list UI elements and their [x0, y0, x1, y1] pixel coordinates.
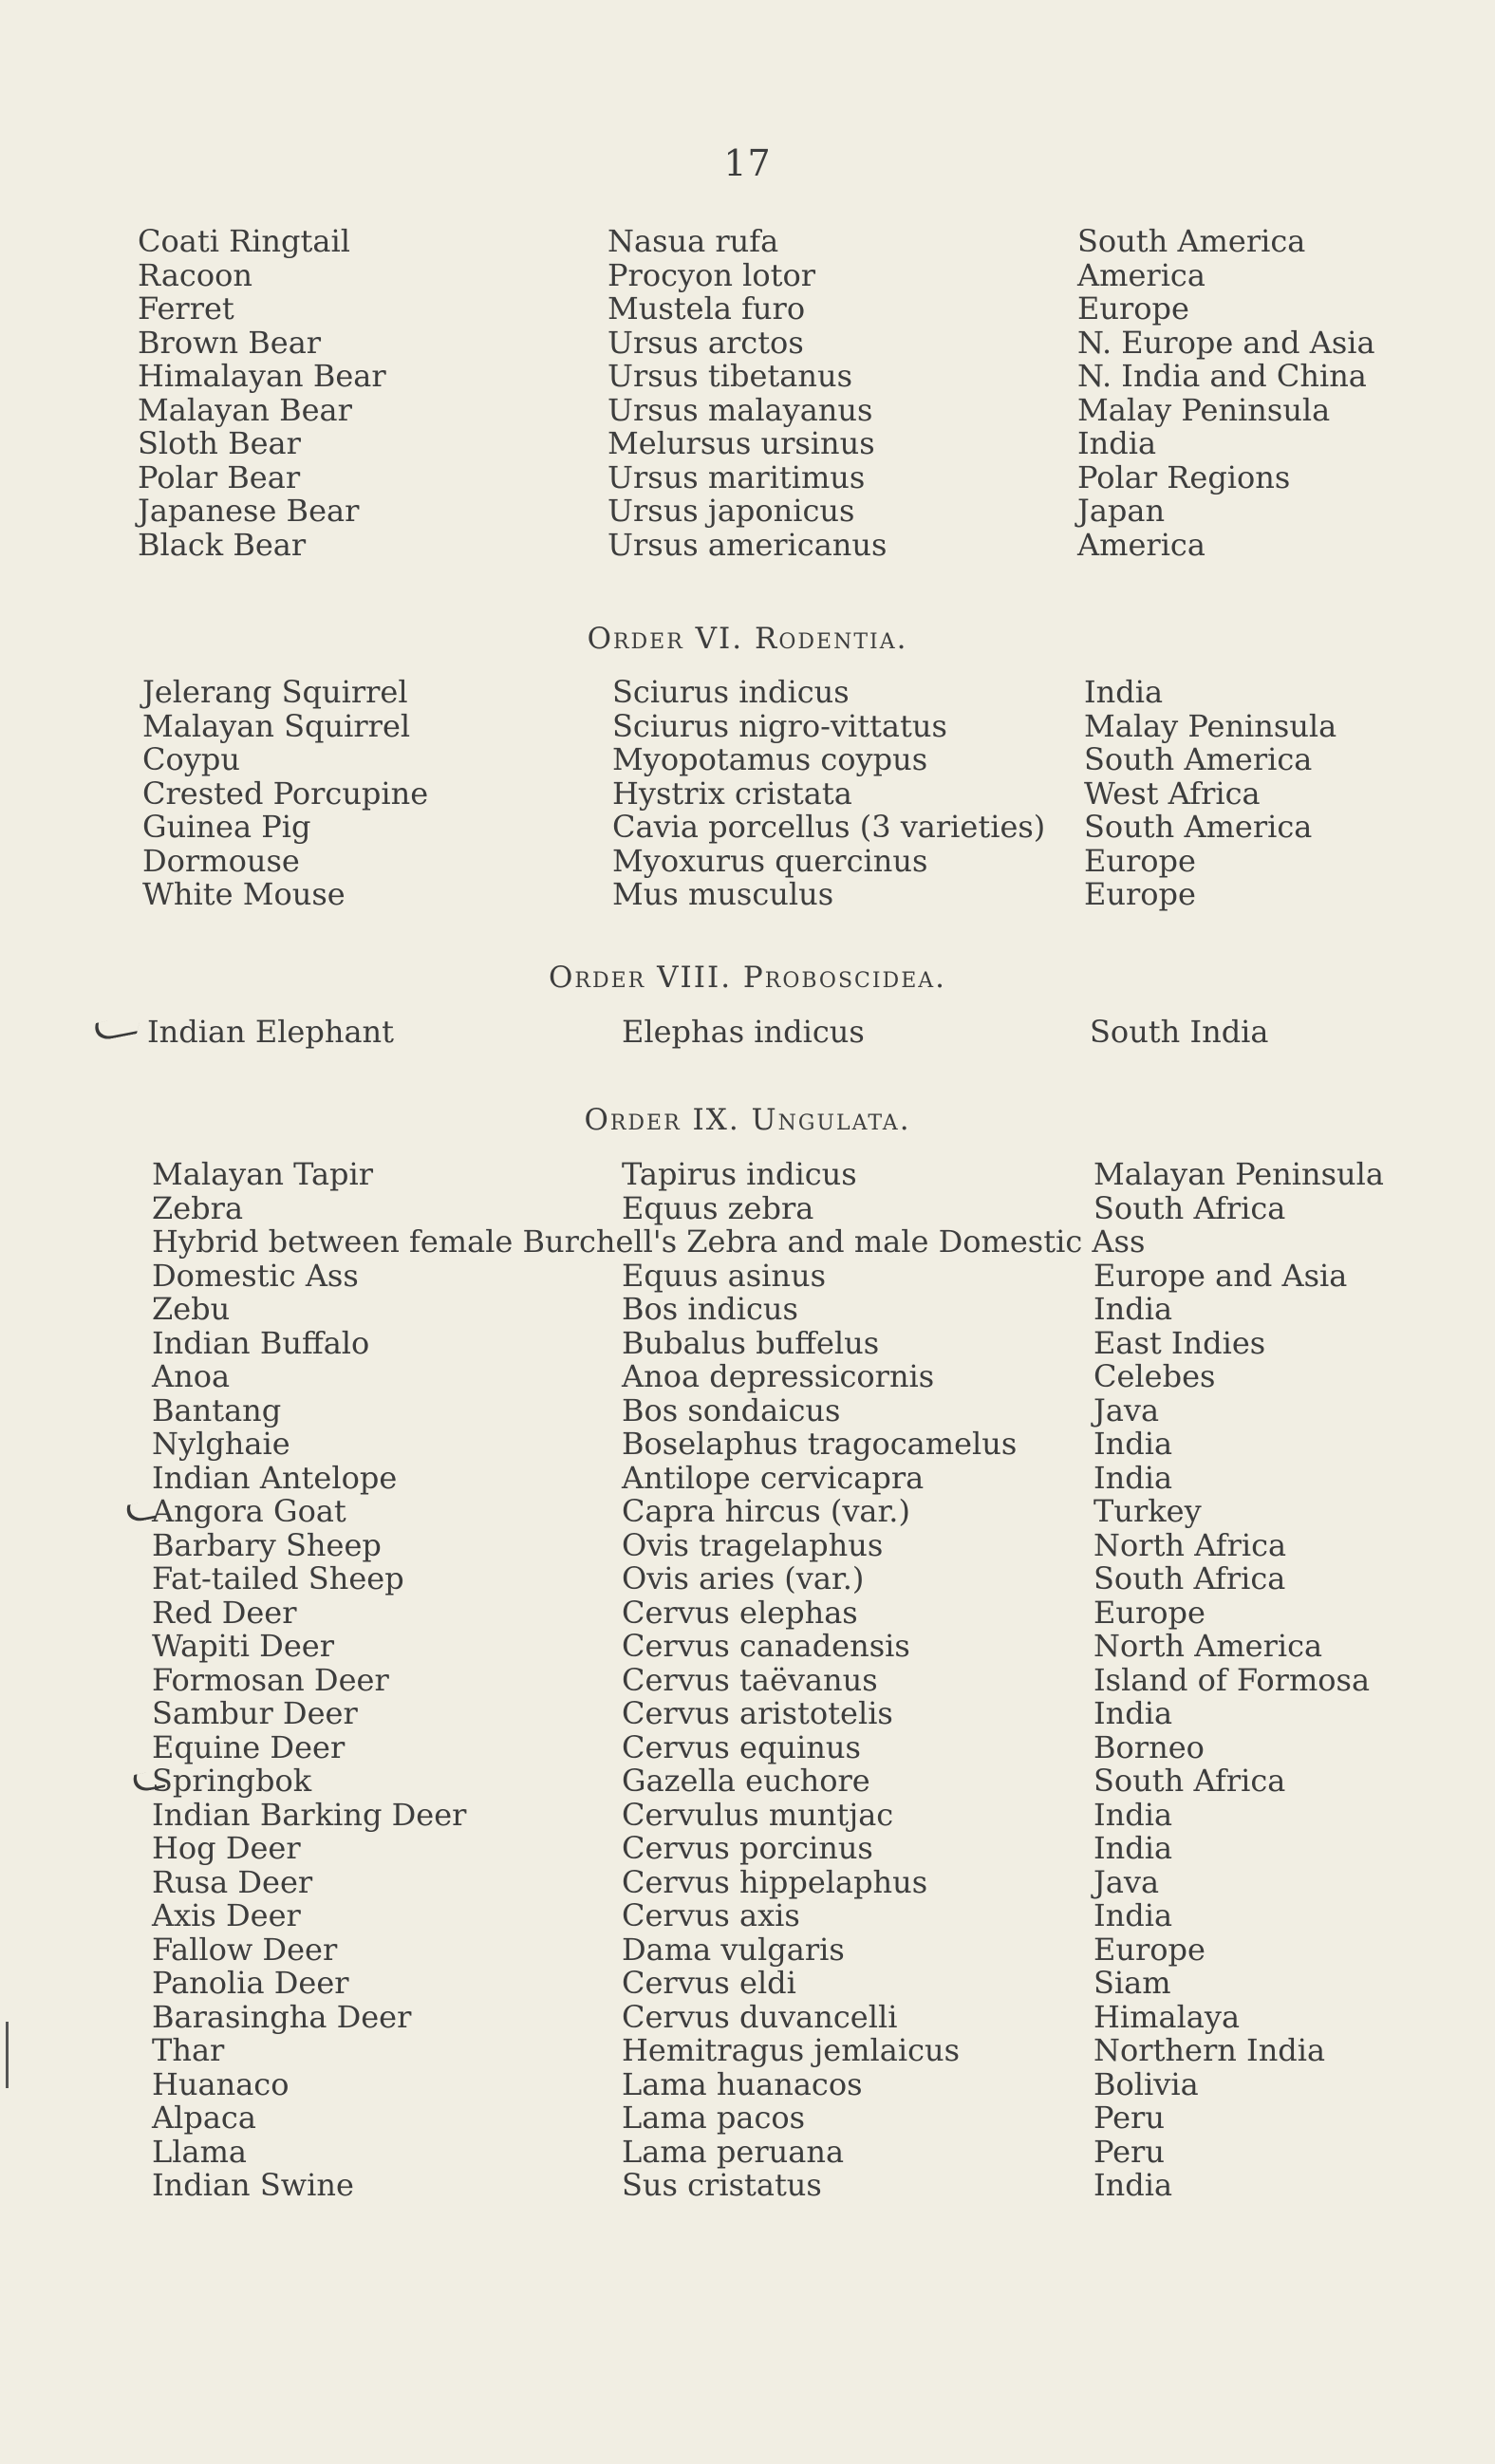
common-name: Formosan Deer — [152, 1661, 389, 1698]
common-name: Sambur Deer — [152, 1695, 358, 1731]
latin-name: Gazella euchore — [622, 1763, 870, 1799]
table-row — [0, 1562, 1495, 1596]
table-row — [0, 1428, 1495, 1462]
heading-rodentia: Order VI. Rodentia. — [587, 622, 908, 656]
latin-name: Tapirus indicus — [622, 1156, 857, 1192]
habitat: N. India and China — [1077, 358, 1367, 394]
latin-name: Dama vulgaris — [622, 1931, 845, 1968]
common-name: Black Bear — [138, 526, 307, 563]
table-row — [0, 878, 1495, 912]
heading-proboscidea: Order VIII. Proboscidea. — [548, 961, 947, 995]
table-row — [0, 842, 1495, 879]
latin-name: Mus musculus — [612, 876, 834, 912]
table-row — [0, 777, 1495, 812]
common-name: Barbary Sheep — [152, 1526, 382, 1563]
common-name: Himalayan Bear — [138, 358, 386, 394]
common-name: Nylghaie — [152, 1426, 290, 1462]
latin-name: Equus zebra — [622, 1189, 814, 1226]
common-name: Zebu — [152, 1291, 231, 1327]
table-row — [0, 2034, 1495, 2068]
habitat: India — [1093, 1830, 1173, 1866]
common-name: Sloth Bear — [138, 425, 301, 461]
latin-name: Ursus arctos — [607, 324, 804, 361]
habitat: North America — [1093, 1628, 1323, 1664]
table-row — [0, 1863, 1495, 1900]
habitat: West Africa — [1084, 775, 1261, 812]
latin-name: Myoxurus quercinus — [612, 842, 928, 879]
table-row — [0, 495, 1495, 529]
latin-name: Lama peruana — [622, 2133, 845, 2170]
common-name: Coypu — [142, 741, 240, 777]
common-name: Racoon — [138, 256, 252, 293]
habitat: Java — [1093, 1863, 1160, 1900]
table-row — [0, 1661, 1495, 1698]
common-name: Bantang — [152, 1391, 282, 1428]
table-row — [0, 2065, 1495, 2102]
habitat: America — [1077, 256, 1205, 293]
habitat: America — [1077, 526, 1205, 563]
table-row — [0, 1360, 1495, 1394]
common-name: Indian Swine — [152, 2167, 354, 2203]
latin-name: Ovis tragelaphus — [622, 1526, 884, 1563]
habitat: Peru — [1093, 2100, 1165, 2136]
latin-name: Mustela furo — [607, 290, 806, 327]
common-name: Indian Buffalo — [152, 1324, 370, 1361]
table-row — [0, 1967, 1495, 2001]
common-name: Zebra — [152, 1189, 244, 1226]
latin-name: Lama huanacos — [622, 2065, 863, 2102]
latin-name: Nasua rufa — [607, 223, 779, 259]
latin-name: Cervus elephas — [622, 1594, 858, 1631]
common-name: Panolia Deer — [152, 1965, 349, 2001]
table-row — [0, 707, 1495, 744]
table-row — [0, 1526, 1495, 1563]
table-row — [0, 1764, 1495, 1799]
common-name: Domestic Ass — [152, 1257, 359, 1294]
table-row — [0, 2101, 1495, 2136]
latin-name: Ursus maritimus — [607, 458, 866, 495]
latin-name: Ovis aries (var.) — [622, 1560, 865, 1596]
table-row — [0, 225, 1495, 259]
table-row — [0, 427, 1495, 461]
common-name: Guinea Pig — [142, 809, 311, 845]
table-row — [0, 1158, 1495, 1192]
common-name: White Mouse — [142, 876, 346, 912]
latin-name: Elephas indicus — [622, 1014, 865, 1050]
habitat: South India — [1090, 1014, 1269, 1050]
table-row — [0, 1630, 1495, 1664]
hybrid-note-row — [0, 1225, 1495, 1260]
latin-name: Ursus americanus — [607, 526, 888, 563]
habitat: South America — [1077, 223, 1306, 259]
common-name: Angora Goat — [152, 1493, 346, 1529]
common-name: Fallow Deer — [152, 1931, 338, 1968]
common-name: Coati Ringtail — [138, 223, 350, 259]
hybrid-note: Hybrid between female Burchell's Zebra and male Domestic Ass — [152, 1223, 1146, 1260]
latin-name: Cervus duvancelli — [622, 1998, 898, 2035]
habitat: India — [1093, 1426, 1173, 1462]
table-row — [0, 526, 1495, 563]
table-row — [0, 1728, 1495, 1765]
common-name: Dormouse — [142, 842, 300, 879]
latin-name: Bos indicus — [622, 1291, 798, 1327]
table-row — [0, 458, 1495, 495]
habitat: South Africa — [1093, 1763, 1286, 1799]
habitat: South America — [1084, 809, 1313, 845]
latin-name: Bubalus buffelus — [622, 1324, 880, 1361]
habitat: Celebes — [1093, 1358, 1216, 1394]
table-proboscidea — [0, 1016, 1495, 1050]
page-number: 17 — [723, 142, 772, 184]
latin-name: Ursus malayanus — [607, 391, 873, 428]
common-name: Indian Elephant — [147, 1014, 394, 1050]
common-name: Ferret — [138, 290, 234, 327]
common-name: Springbok — [152, 1763, 312, 1799]
habitat: Malay Peninsula — [1084, 707, 1337, 744]
common-name: Huanaco — [152, 2065, 290, 2102]
common-name: Fat-tailed Sheep — [152, 1560, 404, 1596]
latin-name: Cavia porcellus (3 varieties) — [612, 809, 1046, 845]
habitat: N. Europe and Asia — [1077, 324, 1375, 361]
table-row — [0, 1293, 1495, 1327]
habitat: India — [1093, 1291, 1173, 1327]
habitat: India — [1084, 674, 1164, 710]
habitat: India — [1077, 425, 1157, 461]
common-name: Hog Deer — [152, 1830, 301, 1866]
table-row — [0, 1998, 1495, 2035]
habitat: India — [1093, 1695, 1173, 1731]
habitat: Turkey — [1093, 1493, 1202, 1529]
table-row — [0, 1832, 1495, 1866]
common-name: Jelerang Squirrel — [142, 674, 408, 710]
table-row — [0, 1495, 1495, 1529]
table-row — [0, 324, 1495, 361]
table-ungulata — [0, 1158, 1495, 2203]
latin-name: Cervus eldi — [622, 1965, 796, 2001]
habitat: Europe — [1093, 1594, 1205, 1631]
common-name: Malayan Bear — [138, 391, 352, 428]
habitat: Europe — [1084, 876, 1196, 912]
habitat: Borneo — [1093, 1728, 1205, 1765]
latin-name: Procyon lotor — [607, 256, 816, 293]
latin-name: Cervus porcinus — [622, 1830, 873, 1866]
common-name: Equine Deer — [152, 1728, 346, 1765]
latin-name: Hystrix cristata — [612, 775, 852, 812]
habitat: Malayan Peninsula — [1093, 1156, 1384, 1192]
habitat: India — [1093, 2167, 1173, 2203]
table-row — [0, 360, 1495, 394]
latin-name: Ursus japonicus — [607, 493, 855, 529]
common-name: Crested Porcupine — [142, 775, 429, 812]
latin-name: Melursus ursinus — [607, 425, 875, 461]
latin-name: Myopotamus coypus — [612, 741, 928, 777]
latin-name: Bos sondaicus — [622, 1391, 841, 1428]
habitat: India — [1093, 1459, 1173, 1496]
latin-name: Sus cristatus — [622, 2167, 822, 2203]
habitat: India — [1093, 1897, 1173, 1933]
habitat: South Africa — [1093, 1189, 1286, 1226]
common-name: Indian Barking Deer — [152, 1796, 467, 1833]
habitat: South America — [1084, 741, 1313, 777]
table-row — [0, 391, 1495, 428]
latin-name: Cervus canadensis — [622, 1628, 910, 1664]
table-row — [0, 256, 1495, 293]
table-row — [0, 1933, 1495, 1968]
latin-name: Equus asinus — [622, 1257, 827, 1294]
common-name: Japanese Bear — [138, 493, 360, 529]
table-row — [0, 1324, 1495, 1361]
table-row — [0, 1016, 1495, 1050]
latin-name: Antilope cervicapra — [622, 1459, 925, 1496]
table-row — [0, 2133, 1495, 2170]
table-row — [0, 1189, 1495, 1226]
table-row — [0, 2169, 1495, 2203]
habitat: Northern India — [1093, 2032, 1326, 2068]
habitat: Europe — [1093, 1931, 1205, 1968]
table-row — [0, 1796, 1495, 1833]
habitat: East Indies — [1093, 1324, 1266, 1361]
latin-name: Cervus aristotelis — [622, 1695, 893, 1731]
latin-name: Boselaphus tragocamelus — [622, 1426, 1018, 1462]
common-name: Alpaca — [152, 2100, 256, 2136]
common-name: Barasingha Deer — [152, 1998, 412, 2035]
latin-name: Ursus tibetanus — [607, 358, 852, 394]
table-row — [0, 1257, 1495, 1294]
latin-name: Anoa depressicornis — [622, 1358, 935, 1394]
latin-name: Cervulus muntjac — [622, 1796, 894, 1833]
latin-name: Cervus taëvanus — [622, 1661, 878, 1698]
table-row — [0, 1899, 1495, 1933]
latin-name: Sciurus indicus — [612, 674, 850, 710]
common-name: Malayan Tapir — [152, 1156, 374, 1192]
common-name: Wapiti Deer — [152, 1628, 334, 1664]
table-row — [0, 676, 1495, 710]
common-name: Indian Antelope — [152, 1459, 398, 1496]
habitat: Europe — [1084, 842, 1196, 879]
common-name: Rusa Deer — [152, 1863, 313, 1900]
habitat: Europe and Asia — [1093, 1257, 1348, 1294]
habitat: Bolivia — [1093, 2065, 1199, 2102]
table-row — [0, 1391, 1495, 1428]
table-row — [0, 811, 1495, 845]
table-carnivora — [0, 225, 1495, 562]
habitat: North Africa — [1093, 1526, 1287, 1563]
habitat: Europe — [1077, 290, 1189, 327]
latin-name: Lama pacos — [622, 2100, 806, 2136]
habitat: Peru — [1093, 2133, 1165, 2170]
habitat: India — [1093, 1796, 1173, 1833]
table-row — [0, 292, 1495, 327]
habitat: Himalaya — [1093, 1998, 1241, 2035]
common-name: Axis Deer — [152, 1897, 301, 1933]
common-name: Malayan Squirrel — [142, 707, 411, 744]
heading-ungulata: Order IX. Ungulata. — [584, 1103, 911, 1137]
latin-name: Cervus axis — [622, 1897, 800, 1933]
latin-name: Cervus equinus — [622, 1728, 861, 1765]
habitat: South Africa — [1093, 1560, 1286, 1596]
common-name: Red Deer — [152, 1594, 297, 1631]
table-row — [0, 743, 1495, 777]
margin-mark — [6, 2022, 9, 2088]
latin-name: Sciurus nigro-vittatus — [612, 707, 947, 744]
habitat: Java — [1093, 1391, 1160, 1428]
habitat: Malay Peninsula — [1077, 391, 1331, 428]
habitat: Island of Formosa — [1093, 1661, 1371, 1698]
table-row — [0, 1459, 1495, 1496]
common-name: Thar — [152, 2032, 225, 2068]
latin-name: Cervus hippelaphus — [622, 1863, 928, 1900]
common-name: Brown Bear — [138, 324, 322, 361]
table-row — [0, 1596, 1495, 1631]
common-name: Llama — [152, 2133, 247, 2170]
common-name: Polar Bear — [138, 458, 301, 495]
table-row — [0, 1697, 1495, 1731]
habitat: Siam — [1093, 1965, 1171, 2001]
latin-name: Capra hircus (var.) — [622, 1493, 910, 1529]
habitat: Polar Regions — [1077, 458, 1291, 495]
habitat: Japan — [1077, 493, 1166, 529]
table-rodentia — [0, 676, 1495, 912]
latin-name: Hemitragus jemlaicus — [622, 2032, 961, 2068]
common-name: Anoa — [152, 1358, 231, 1394]
